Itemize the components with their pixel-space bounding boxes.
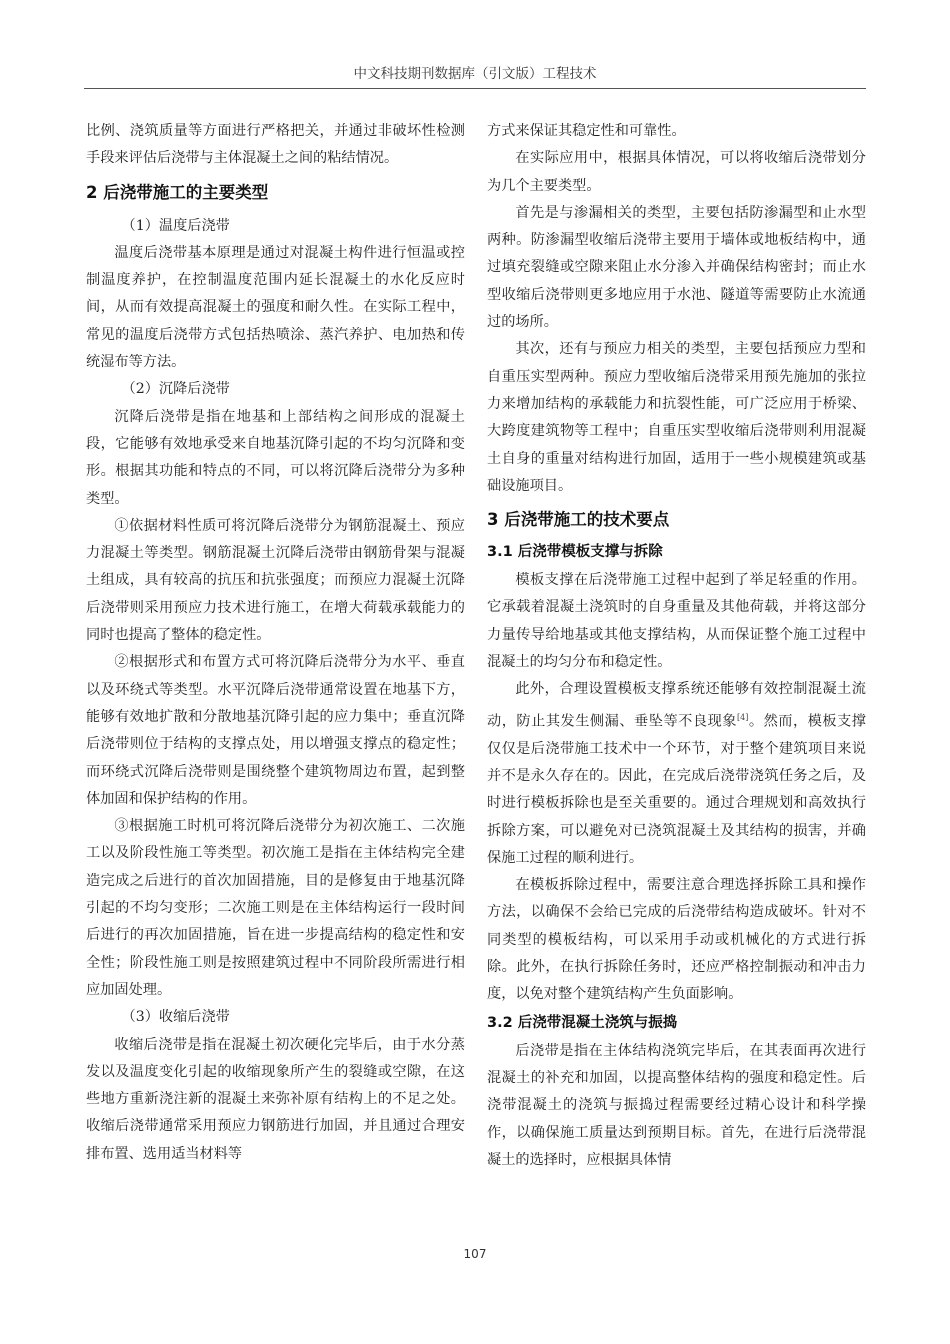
section-3-1-heading: 3.1 后浇带模板支撑与拆除: [487, 544, 663, 561]
text-fragment: 此外，合理设置模板支撑系统还能够有效控制混凝土流动，防止其发生侧漏、垂坠等不良现象: [487, 681, 866, 730]
running-header: 中文科技期刊数据库（引文版）工程技术: [84, 62, 866, 89]
paragraph-pouring: 后浇带是指在主体结构浇筑完毕后，在其表面再次进行混凝土的补充和加固，以提高整体结构的强度和稳定性。后浇带混凝土的浇筑与振捣过程需要经过精心设计和科学操作，以确保施工质量达到预期目标。首先，在进行后浇带混凝土的选择时，应根据具体情: [487, 1042, 866, 1168]
paragraph-continued: 比例、浇筑质量等方面进行严格把关，并通过非破坏性检测手段来评估后浇带与主体混凝土之间的粘结情况。: [86, 123, 465, 167]
paragraph-shrinkage: 收缩后浇带是指在混凝土初次硬化完毕后，由于水分蒸发以及温度变化引起的收缩现象所产生的裂缝或空隙，在这些地方重新浇注新的混凝土来弥补原有结构上的不足之处。收缩后浇带通常采用预应力钢筋进行加固，并且通过合理安排布置、选用适当材料等: [86, 1036, 465, 1162]
paragraph-layout-types: ②根据形式和布置方式可将沉降后浇带分为水平、垂直以及环绕式等类型。水平沉降后浇带通常设置在地基下方，能够有效地扩散和分散地基沉降引起的应力集中；垂直沉降后浇带则位于结构的支撑点处，用以增强支撑点的稳定性；而环绕式沉降后浇带则是围绕整个建筑物周边布置，起到整体加固和保护结构的作用。: [86, 654, 465, 807]
paragraph-seepage-types: 首先是与渗漏相关的类型，主要包括防渗漏型和止水型两种。防渗漏型收缩后浇带主要用于墙体或地板结构中，通过填充裂缝或空隙来阻止水分渗入并确保结构密封；而止水型收缩后浇带则更多地应用于水池、隧道等需要防止水流通过的场所。: [487, 204, 866, 331]
paragraph-material-types: ①依据材料性质可将沉降后浇带分为钢筋混凝土、预应力混凝土等类型。钢筋混凝土沉降后浇带由钢筋骨架与混凝土组成，具有较高的抗压和抗张强度；而预应力混凝土沉降后浇带则采用预应力技术进行施工，在增大荷载承载能力的同时也提高了整体的稳定性。: [86, 517, 465, 644]
paragraph-continued-right: 方式来保证其稳定性和可靠性。: [487, 123, 686, 139]
section-2-heading: 2 后浇带施工的主要类型: [86, 182, 269, 202]
paragraph-formwork-support: 模板支撑在后浇带施工过程中起到了举足轻重的作用。它承载着混凝土浇筑时的自身重量及其他荷载，并将这部分力量传导给地基或其他支撑结构，从而保证整个施工过程中混凝土的均匀分布和稳定性。: [487, 572, 866, 671]
page-number: 107: [463, 1247, 487, 1261]
paragraph-formwork-control: [487, 676, 866, 872]
paragraph-formwork-removal: 在模板拆除过程中，需要注意合理选择拆除工具和操作方法，以确保不会给已完成的后浇带结构造成破坏。针对不同类型的模板结构，可以采用手动或机械化的方式进行拆除。此外，在执行拆除任务时，还应严格控制振动和冲击力度，以免对整个建筑结构产生负面影响。: [487, 877, 866, 1003]
paragraph-shrinkage-types: 在实际应用中，根据具体情况，可以将收缩后浇带划分为几个主要类型。: [487, 150, 866, 194]
paragraph-timing-types: ③根据施工时机可将沉降后浇带分为初次施工、二次施工以及阶段性施工等类型。初次施工是指在主体结构完全建造完成之后进行的首次加固措施，目的是修复由于地基沉降引起的不均匀变形；二次施工则是在主体结构运行一段时间后进行的再次加固措施，旨在进一步提高结构的稳定性和安全性；阶段性施工则是按照建筑过程中不同阶段所需进行相应加固处理。: [86, 818, 465, 998]
section-3-2-heading: 3.2 后浇带混凝土浇筑与振捣: [487, 1014, 678, 1031]
paragraph-temperature: 温度后浇带基本原理是通过对混凝土构件进行恒温或控制温度养护，在控制温度范围内延长混凝土的水化反应时间，从而有效提高混凝土的强度和耐久性。在实际工程中，常见的温度后浇带方式包括热喷涂、蒸汽养护、电加热和传统湿布等方法。: [86, 244, 465, 371]
subheading-temperature: （1）温度后浇带: [121, 217, 230, 234]
paragraph-prestress-types: 其次，还有与预应力相关的类型，主要包括预应力型和自重压实型两种。预应力型收缩后浇带采用预先施加的张拉力来增加结构的承载能力和抗裂性能，可广泛应用于桥梁、大跨度建筑物等工程中；自重压实型收缩后浇带则利用混凝土自身的重量对结构进行加固，适用于一些小规模建筑或基础设施项目。: [487, 341, 866, 494]
citation-ref-4: [4]: [737, 712, 749, 722]
subheading-settlement: （2）沉降后浇带: [121, 381, 230, 398]
section-3-heading: 3 后浇带施工的技术要点: [487, 510, 670, 530]
left-column: [86, 118, 465, 1168]
right-column: [487, 118, 866, 1174]
subheading-shrinkage: （3）收缩后浇带: [121, 1009, 230, 1026]
paragraph-settlement: 沉降后浇带是指在地基和上部结构之间形成的混凝土段，它能够有效地承受来自地基沉降引起的不均匀沉降和变形。根据其功能和特点的不同，可以将沉降后浇带分为多种类型。: [86, 408, 465, 507]
text-fragment: 。然而，模板支撑仅仅是后浇带施工技术中一个环节，对于整个建筑项目来说并不是永久存在的。因此，在完成后浇带浇筑任务之后，及时进行模板拆除也是至关重要的。通过合理规划和高效执行拆除方案，可以避免对已浇筑混凝土及其结构的损害，并确保施工过程的顺利进行。: [487, 713, 866, 866]
